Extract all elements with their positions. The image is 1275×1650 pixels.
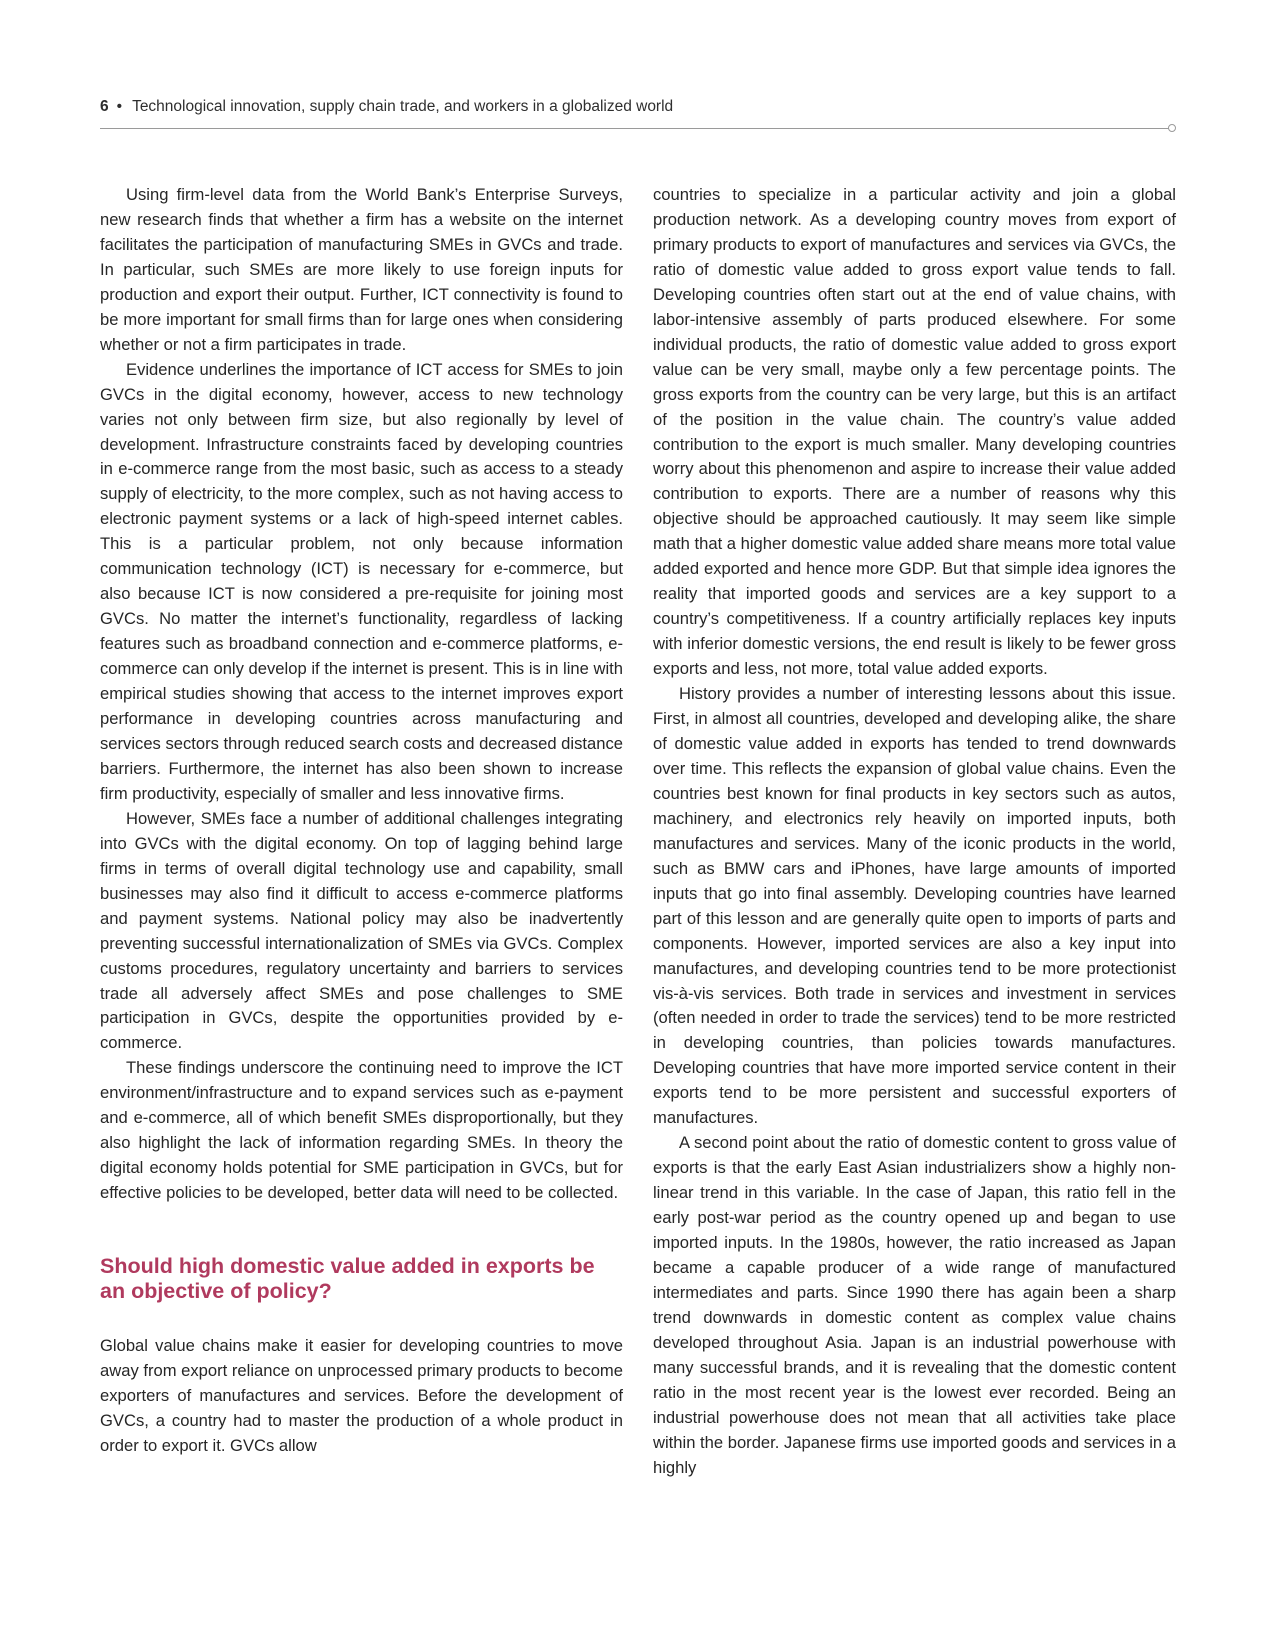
paragraph-east-asia: A second point about the ratio of domestic content to gross value of exports is that the early East Asian industrializers show a highly non-linear trend in this variable. In the case of Japan, this ratio fell in the early post-war period as the country opened up and began to use imported inputs. In the 1980s, however, the ratio increased as Japan became a capable producer of a wide range of manufactured intermediates and parts. Since 1990 there has again been a sharp trend downwards in domestic content as complex value chains developed throughout Asia. Japan is an industrial powerhouse with many successful brands, and it is revealing that the domestic content ratio in the most recent year is the lowest ever recorded. Being an industrial powerhouse does not mean that all activities take place within the border. Japanese firms use imported goods and services in a highly (653, 1133, 1176, 1477)
left-column (100, 183, 623, 1459)
page-number: 6 (100, 98, 109, 115)
paragraph-enterprise-surveys: Using firm-level data from the World Bank’s Enterprise Surveys, new research finds that whether a firm has a website on the internet facilitates the participation of manufacturing SMEs in GVCs and trade. In particular, such SMEs are more likely to use foreign inputs for production and export their output. Further, ICT connectivity is found to be more important for small firms than for large ones when considering whether or not a firm participates in trade. (100, 185, 623, 354)
paragraph-history-lessons: History provides a number of interesting lessons about this issue. First, in almost all countries, developed and developing alike, the share of domestic value added in exports has tended to trend downwards over time. This reflects the expansion of global value chains. Even the countries best known for final products in key sectors such as autos, machinery, and electronics rely heavily on imported inputs, both manufactures and services. Many of the iconic products in the world, such as BMW cars and iPhones, have large amounts of imported inputs that go into final assembly. Developing countries have learned part of this lesson and are generally quite open to imports of parts and components. However, imported services are also a key input into manufactures, and developing countries tend to be more protectionist vis-à-vis services. Both trade in services and investment in services (often needed in order to trade the services) tend to be more restricted in developing countries, than policies towards manufactures. Developing countries that have more imported service content in their exports tend to be more persistent and successful exporters of manufactures. (653, 684, 1176, 1128)
paragraph-findings: These findings underscore the continuing need to improve the ICT environment/infrastructure and to expand services such as e-payment and e-commerce, all of which benefit SMEs disproportionally, but they also highlight the lack of information regarding SMEs. In theory the digital economy holds potential for SME participation in GVCs, but for effective policies to be developed, better data will need to be collected. (100, 1058, 623, 1203)
right-column (653, 183, 1176, 1481)
header-rule (100, 128, 1170, 129)
paragraph-specialization: countries to specialize in a particular activity and join a global production network. As a developing country moves from export of primary products to export of manufactures and services via GVCs, the ratio of domestic value added to gross export value tends to fall. Developing countries often start out at the end of value chains, with labor-intensive assembly of parts produced elsewhere. For some individual products, the ratio of domestic value added to gross export value can be very small, maybe only a few percentage points. The gross exports from the country can be very large, but this is an artifact of the position in the value chain. The country’s value added contribution to the export is much smaller. Many developing countries worry about this phenomenon and aspire to increase their value added contribution to exports. There are a number of reasons why this objective should be approached cautiously. It may seem like simple math that a higher domestic value added share means more total value added exported and hence more GDP. But that simple idea ignores the reality that imported goods and services are a key support to a country’s competitiveness. If a country artificially replaces key inputs with inferior domestic versions, the end result is likely to be fewer gross exports and less, not more, total value added exports. (653, 185, 1177, 679)
paragraph-sme-challenges: However, SMEs face a number of additional challenges integrating into GVCs with the digital economy. On top of lagging behind large firms in terms of overall digital technology use and capability, small businesses may also find it difficult to access e-commerce platforms and payment systems. National policy may also be inadvertently preventing successful internationalization of SMEs via GVCs. Complex customs procedures, regulatory uncertainty and barriers to services trade all adversely affect SMEs and pose challenges to SME participation in GVCs, despite the opportunities provided by e-commerce. (100, 808, 623, 1053)
paragraph-gvc-intro: Global value chains make it easier for developing countries to move away from export reliance on unprocessed primary products to become exporters of manufactures and services. Before the development of GVCs, a country had to master the production of a whole product in order to export it. GVCs allow (100, 1336, 623, 1455)
section-heading: Should high domestic value added in exports be an objective of policy? (100, 1254, 595, 1304)
header-bullet: • (116, 98, 123, 115)
running-header (100, 98, 1175, 116)
header-rule-end-dot (1168, 124, 1176, 132)
running-title: Technological innovation, supply chain trade, and workers in a globalized world (132, 98, 674, 115)
paragraph-ict-access: Evidence underlines the importance of ICT access for SMEs to join GVCs in the digital economy, however, access to new technology varies not only between firm size, but also regionally by level of development. Infrastructure constraints faced by developing countries in e-commerce range from the most basic, such as access to a steady supply of electricity, to the more complex, such as not having access to electronic payment systems or a lack of high-speed internet cables. This is a particular problem, not only because information communication technology (ICT) is necessary for e-commerce, but also because ICT is now considered a pre-requisite for joining most GVCs. No matter the internet’s functionality, regardless of lacking features such as broadband connection and e-commerce platforms, e-commerce can only develop if the internet is present. This is in line with empirical studies showing that access to the internet improves export performance in developing countries across manufacturing and services sectors through reduced search costs and decreased distance barriers. Furthermore, the internet has also been shown to increase firm productivity, especially of smaller and less innovative firms. (100, 359, 623, 803)
